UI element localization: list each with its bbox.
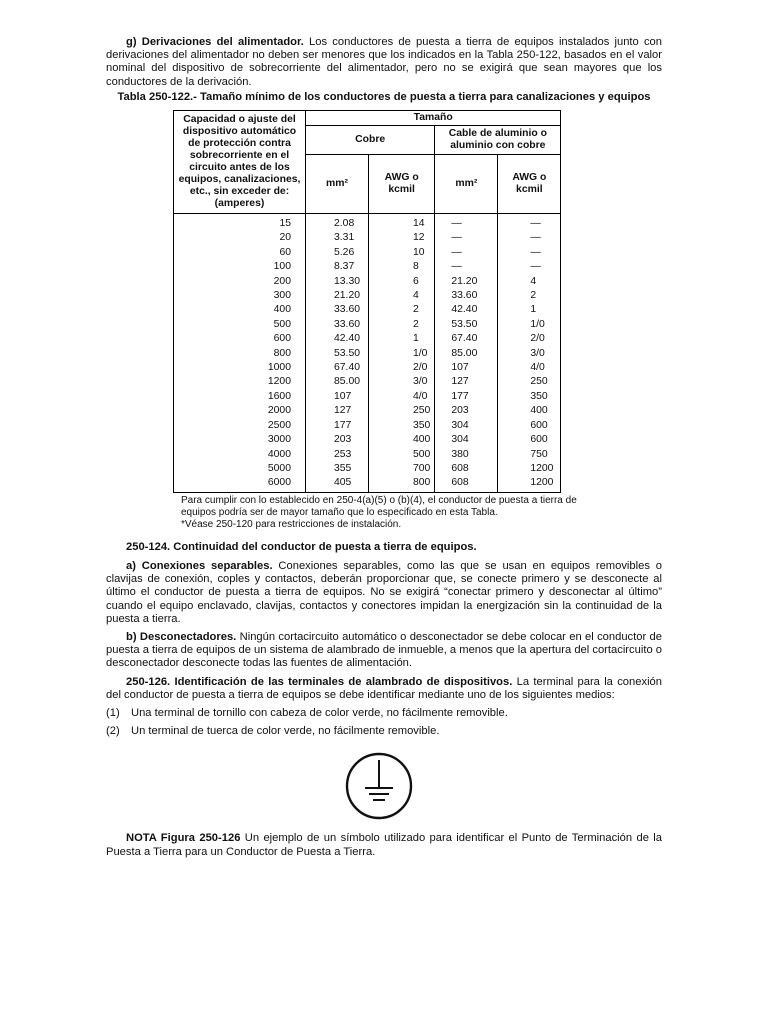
cell-aluminum-awg: 750 bbox=[498, 448, 561, 462]
header-size: Tamaño bbox=[306, 111, 561, 126]
table-row bbox=[174, 214, 561, 232]
cell-copper-awg: 350 bbox=[369, 419, 435, 433]
table-row bbox=[174, 390, 561, 404]
paragraph-b-text: Ningún cortacircuito automático o desconectador se debe colocar en el conductor de puesta a tierra de equipos de un sistema de alambrado de inmueble, a menos que la apertura del cortacircuito o desconectador desconecte todas las fuentes de alimentación. bbox=[106, 630, 662, 670]
cell-copper-awg: 2 bbox=[369, 303, 435, 317]
cell-copper-awg: 12 bbox=[369, 231, 435, 245]
cell-copper-mm2: 127 bbox=[306, 404, 369, 418]
section-250-126-text: La terminal para la conexión del conductor de puesta a tierra de equipos se debe identificar mediante uno de los siguientes medios: bbox=[106, 675, 662, 701]
cell-copper-awg: 4 bbox=[369, 289, 435, 303]
cell-aluminum-mm2: — bbox=[435, 231, 498, 245]
cell-copper-mm2: 253 bbox=[306, 448, 369, 462]
table-row bbox=[174, 231, 561, 245]
cell-copper-mm2: 203 bbox=[306, 433, 369, 447]
cell-copper-mm2: 355 bbox=[306, 462, 369, 476]
cell-copper-mm2: 405 bbox=[306, 476, 369, 492]
table-notes bbox=[181, 495, 601, 531]
table-row bbox=[174, 476, 561, 492]
list-item-text: Un terminal de tuerca de color verde, no fácilmente removible. bbox=[131, 725, 440, 738]
paragraph-a bbox=[106, 560, 662, 626]
cell-capacity: 4000 bbox=[174, 448, 306, 462]
cell-copper-awg: 2/0 bbox=[369, 361, 435, 375]
table-note-1: Para cumplir con lo establecido en 250-4(a)(5) o (b)(4), el conductor de puesta a tierra de equipos podría ser de mayor tamaño que lo especificado en esta Tabla. bbox=[181, 494, 577, 518]
cell-aluminum-mm2: — bbox=[435, 214, 498, 232]
list-item bbox=[106, 707, 662, 720]
table-body bbox=[174, 214, 561, 493]
cell-copper-mm2: 8.37 bbox=[306, 260, 369, 274]
table-row bbox=[174, 289, 561, 303]
cell-copper-mm2: 42.40 bbox=[306, 332, 369, 346]
cell-capacity: 100 bbox=[174, 260, 306, 274]
cell-aluminum-awg: — bbox=[498, 231, 561, 245]
cell-aluminum-mm2: 177 bbox=[435, 390, 498, 404]
cell-aluminum-awg: 350 bbox=[498, 390, 561, 404]
table-note-2: *Véase 250-120 para restricciones de instalación. bbox=[181, 518, 402, 530]
cell-aluminum-mm2: 127 bbox=[435, 375, 498, 389]
cell-aluminum-mm2: 42.40 bbox=[435, 303, 498, 317]
cell-aluminum-awg: 1/0 bbox=[498, 318, 561, 332]
section-250-124-title: 250-124. Continuidad del conductor de puesta a tierra de equipos. bbox=[126, 540, 477, 553]
cell-copper-awg: 4/0 bbox=[369, 390, 435, 404]
paragraph-a-text: Conexiones separables, como las que se usan en equipos removibles o clavijas de conexión, coples y contactos, deberán proporcionar que, se conecte primero y se desconecte al último el conductor de puesta a tierra de equipos. No se exigirá “conectar primero y desconectar al último” cuando el equipo enclavado, clavijas, contactos y conectores impidan la energización sin la continuidad de la puesta a tierra. bbox=[106, 559, 662, 625]
cell-capacity: 600 bbox=[174, 332, 306, 346]
cell-aluminum-awg: 4 bbox=[498, 275, 561, 289]
header-awg-aluminum: AWG o kcmil bbox=[498, 155, 561, 214]
cell-copper-awg: 6 bbox=[369, 275, 435, 289]
list-item-number: (1) bbox=[106, 706, 120, 719]
table-row bbox=[174, 303, 561, 317]
cell-copper-mm2: 5.26 bbox=[306, 246, 369, 260]
cell-aluminum-awg: 1200 bbox=[498, 462, 561, 476]
cell-copper-awg: 250 bbox=[369, 404, 435, 418]
cell-capacity: 3000 bbox=[174, 433, 306, 447]
cell-capacity: 1200 bbox=[174, 375, 306, 389]
list-item bbox=[106, 725, 662, 738]
cell-aluminum-awg: — bbox=[498, 260, 561, 274]
paragraph-g bbox=[106, 36, 662, 89]
cell-capacity: 2000 bbox=[174, 404, 306, 418]
table-row bbox=[174, 462, 561, 476]
section-250-126-title: 250-126. Identificación de las terminales de alambrado de dispositivos. bbox=[126, 675, 513, 688]
grounding-conductor-table bbox=[173, 110, 561, 493]
paragraph-b bbox=[106, 631, 662, 671]
cell-aluminum-mm2: 53.50 bbox=[435, 318, 498, 332]
cell-capacity: 6000 bbox=[174, 476, 306, 492]
cell-aluminum-mm2: 21.20 bbox=[435, 275, 498, 289]
cell-aluminum-awg: 250 bbox=[498, 375, 561, 389]
header-aluminum: Cable de aluminio o aluminio con cobre bbox=[435, 126, 561, 155]
header-capacity: Capacidad o ajuste del dispositivo automático de protección contra sobrecorriente en el circuito antes de los equipos, canalizaciones, etc., sin exceder de: (amperes) bbox=[174, 111, 306, 214]
cell-copper-mm2: 21.20 bbox=[306, 289, 369, 303]
cell-copper-awg: 8 bbox=[369, 260, 435, 274]
table-row bbox=[174, 361, 561, 375]
cell-copper-awg: 14 bbox=[369, 214, 435, 232]
header-mm2-aluminum: mm² bbox=[435, 155, 498, 214]
cell-aluminum-mm2: 85.00 bbox=[435, 347, 498, 361]
cell-aluminum-awg: 3/0 bbox=[498, 347, 561, 361]
cell-aluminum-mm2: 608 bbox=[435, 462, 498, 476]
list-item-number: (2) bbox=[106, 725, 120, 738]
figure-note-text: Un ejemplo de un símbolo utilizado para identificar el Punto de Terminación de la Puesta a Tierra para un Conductor de Puesta a Tierra. bbox=[106, 832, 662, 858]
header-copper: Cobre bbox=[306, 126, 435, 155]
cell-capacity: 20 bbox=[174, 231, 306, 245]
table-row bbox=[174, 433, 561, 447]
cell-capacity: 300 bbox=[174, 289, 306, 303]
cell-aluminum-mm2: 67.40 bbox=[435, 332, 498, 346]
cell-aluminum-awg: 600 bbox=[498, 419, 561, 433]
cell-copper-mm2: 107 bbox=[306, 390, 369, 404]
cell-copper-mm2: 13.30 bbox=[306, 275, 369, 289]
cell-capacity: 60 bbox=[174, 246, 306, 260]
cell-aluminum-mm2: 203 bbox=[435, 404, 498, 418]
cell-aluminum-awg: — bbox=[498, 214, 561, 232]
figure-note-heading: NOTA Figura 250-126 bbox=[126, 832, 241, 845]
cell-capacity: 2500 bbox=[174, 419, 306, 433]
cell-aluminum-awg: 600 bbox=[498, 433, 561, 447]
figure-note bbox=[106, 832, 662, 858]
cell-aluminum-mm2: 608 bbox=[435, 476, 498, 492]
cell-aluminum-awg: 2/0 bbox=[498, 332, 561, 346]
cell-aluminum-mm2: 107 bbox=[435, 361, 498, 375]
cell-copper-mm2: 2.08 bbox=[306, 214, 369, 232]
cell-aluminum-awg: 4/0 bbox=[498, 361, 561, 375]
cell-aluminum-mm2: 304 bbox=[435, 419, 498, 433]
cell-capacity: 1000 bbox=[174, 361, 306, 375]
cell-capacity: 500 bbox=[174, 318, 306, 332]
cell-aluminum-mm2: 304 bbox=[435, 433, 498, 447]
section-250-126 bbox=[106, 676, 662, 702]
cell-copper-mm2: 177 bbox=[306, 419, 369, 433]
cell-capacity: 400 bbox=[174, 303, 306, 317]
cell-copper-mm2: 53.50 bbox=[306, 347, 369, 361]
paragraph-a-heading: a) Conexiones separables. bbox=[126, 559, 273, 572]
cell-capacity: 15 bbox=[174, 214, 306, 232]
cell-copper-mm2: 33.60 bbox=[306, 318, 369, 332]
table-caption: Tabla 250-122.- Tamaño mínimo de los conductores de puesta a tierra para canalizaciones y equipos bbox=[117, 90, 651, 103]
list-item-text: Una terminal de tornillo con cabeza de color verde, no fácilmente removible. bbox=[131, 706, 508, 719]
cell-copper-mm2: 33.60 bbox=[306, 303, 369, 317]
cell-aluminum-awg: 1 bbox=[498, 303, 561, 317]
cell-capacity: 1600 bbox=[174, 390, 306, 404]
cell-copper-awg: 1 bbox=[369, 332, 435, 346]
cell-copper-awg: 400 bbox=[369, 433, 435, 447]
cell-aluminum-awg: 400 bbox=[498, 404, 561, 418]
table-row bbox=[174, 448, 561, 462]
cell-copper-mm2: 3.31 bbox=[306, 231, 369, 245]
cell-capacity: 800 bbox=[174, 347, 306, 361]
cell-copper-awg: 700 bbox=[369, 462, 435, 476]
table-row bbox=[174, 419, 561, 433]
table-row bbox=[174, 347, 561, 361]
cell-aluminum-awg: 1200 bbox=[498, 476, 561, 492]
table-row bbox=[174, 275, 561, 289]
table-row bbox=[174, 332, 561, 346]
cell-aluminum-mm2: 33.60 bbox=[435, 289, 498, 303]
paragraph-g-text: Los conductores de puesta a tierra de equipos instalados junto con derivaciones del alimentador no deben ser menores que los indicados en la Tabla 250-122, basados en el valor nominal del dispositivo de sobrecorriente del alimentador, pero no se exigirá que sean mayores que los conductores de la derivación. bbox=[106, 36, 662, 88]
paragraph-b-heading: b) Desconectadores. bbox=[126, 630, 237, 643]
cell-copper-mm2: 67.40 bbox=[306, 361, 369, 375]
cell-aluminum-awg: — bbox=[498, 246, 561, 260]
cell-aluminum-mm2: 380 bbox=[435, 448, 498, 462]
cell-copper-awg: 2 bbox=[369, 318, 435, 332]
protective-earth-ground-icon bbox=[343, 750, 415, 822]
cell-copper-awg: 3/0 bbox=[369, 375, 435, 389]
cell-capacity: 200 bbox=[174, 275, 306, 289]
table-row bbox=[174, 318, 561, 332]
cell-aluminum-awg: 2 bbox=[498, 289, 561, 303]
document-page bbox=[106, 36, 662, 859]
cell-copper-awg: 10 bbox=[369, 246, 435, 260]
table-row bbox=[174, 375, 561, 389]
header-mm2-copper: mm² bbox=[306, 155, 369, 214]
cell-copper-awg: 800 bbox=[369, 476, 435, 492]
table-row bbox=[174, 404, 561, 418]
header-awg-copper: AWG o kcmil bbox=[369, 155, 435, 214]
table-row bbox=[174, 260, 561, 274]
table-row bbox=[174, 246, 561, 260]
cell-aluminum-mm2: — bbox=[435, 246, 498, 260]
cell-aluminum-mm2: — bbox=[435, 260, 498, 274]
cell-copper-awg: 500 bbox=[369, 448, 435, 462]
cell-copper-mm2: 85.00 bbox=[306, 375, 369, 389]
cell-copper-awg: 1/0 bbox=[369, 347, 435, 361]
cell-capacity: 5000 bbox=[174, 462, 306, 476]
paragraph-g-heading: g) Derivaciones del alimentador. bbox=[126, 36, 304, 48]
